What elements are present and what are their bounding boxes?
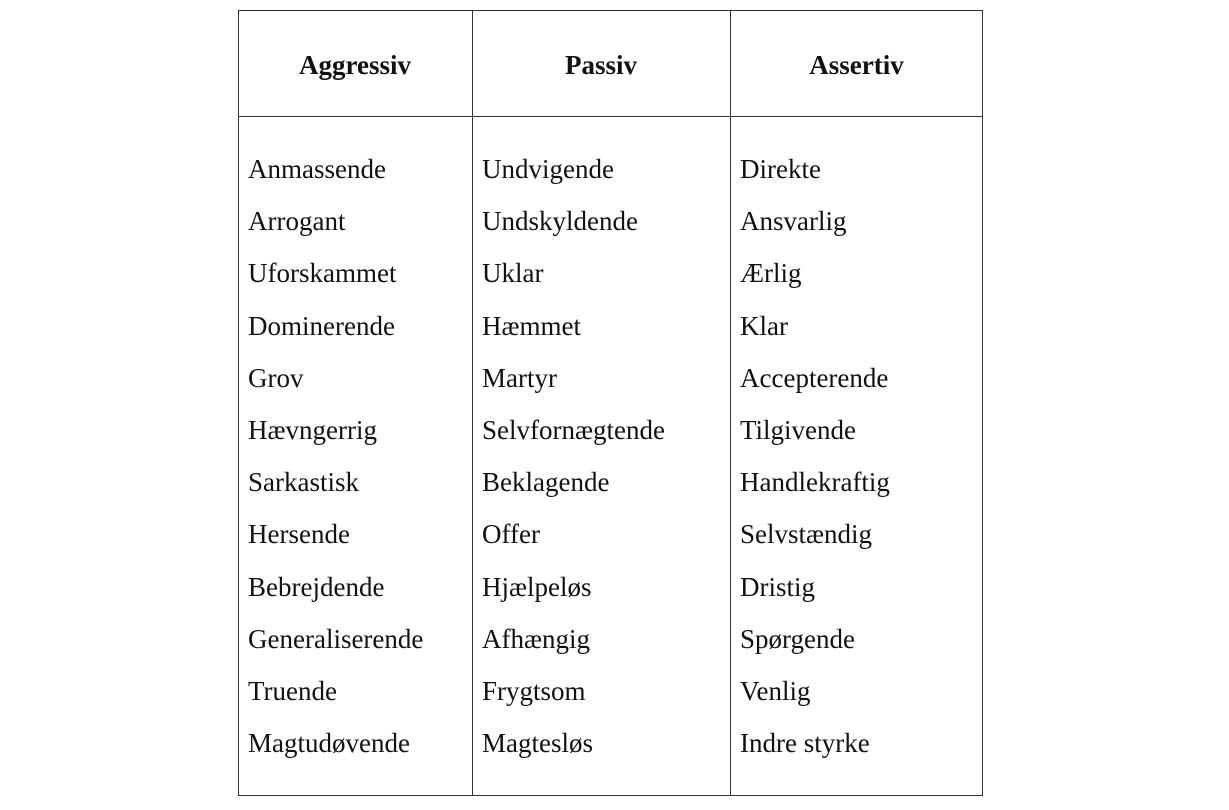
table-cell: Undskyldende: [482, 206, 638, 237]
table-cell: Offer: [482, 519, 540, 550]
table-cell: Accepterende: [740, 362, 889, 393]
table-cell: Ansvarlig: [740, 206, 847, 237]
column-divider: [730, 10, 731, 796]
assertiv-list: [740, 152, 890, 778]
table-cell: Magtudøvende: [248, 728, 410, 759]
table-cell: Beklagende: [482, 467, 610, 498]
header-passiv: Passiv: [564, 50, 637, 80]
table-cell: Selvstændig: [740, 519, 873, 550]
table-cell: Selvfornægtende: [482, 414, 665, 445]
table-cell: Tilgivende: [740, 414, 857, 445]
passiv-list: [482, 152, 665, 778]
table-cell: Truende: [248, 675, 338, 706]
table-cell: Dristig: [740, 571, 816, 602]
table-cell: Spørgende: [740, 623, 855, 654]
table-cell: Uklar: [482, 258, 544, 289]
table-cell: Afhængig: [482, 623, 590, 654]
table-cell: Uforskammet: [248, 258, 397, 289]
table-cell: Generaliserende: [248, 623, 424, 654]
table-cell: Klar: [740, 310, 788, 341]
table-cell: Indre styrke: [740, 728, 870, 759]
table-cell: Undvigende: [482, 154, 614, 184]
table-cell: Hævngerrig: [248, 414, 377, 445]
table-cell: Grov: [248, 362, 304, 393]
header-divider: [238, 116, 983, 117]
table-cell: Anmassende: [248, 154, 386, 184]
table-cell: Dominerende: [248, 310, 395, 341]
table-cell: Sarkastisk: [248, 467, 359, 498]
table-cell: Venlig: [740, 675, 811, 706]
table-cell: Frygtsom: [482, 675, 586, 706]
table-cell: Ærlig: [740, 258, 802, 289]
table-cell: Bebrejdende: [248, 571, 385, 602]
table-cell: Magtesløs: [482, 728, 593, 759]
header-aggressiv: Aggressiv: [299, 50, 411, 80]
table-cell: Martyr: [482, 362, 557, 393]
table-cell: Hæmmet: [482, 310, 581, 341]
table-cell: Hjælpeløs: [482, 571, 592, 602]
header-assertiv: Assertiv: [809, 50, 904, 80]
column-divider: [472, 10, 473, 796]
table-cell: Hersende: [248, 519, 350, 550]
table-cell: Arrogant: [248, 206, 346, 237]
aggressiv-list: [248, 152, 423, 778]
table-cell: Handlekraftig: [740, 467, 890, 498]
table-cell: Direkte: [740, 154, 821, 184]
